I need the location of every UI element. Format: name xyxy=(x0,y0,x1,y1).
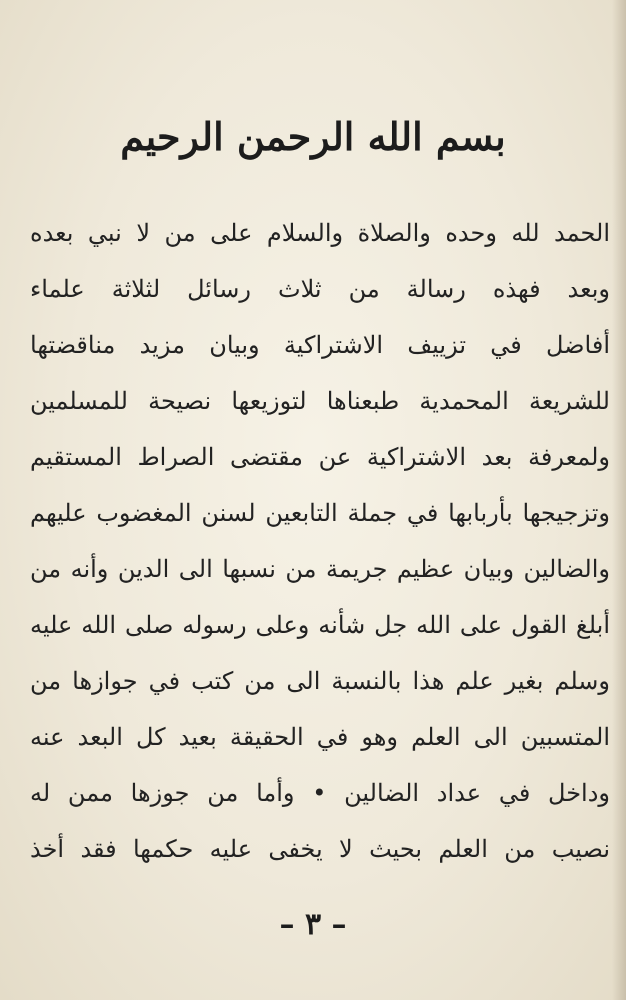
text-line: وتزجيجها بأربابها في جملة التابعين لسنن المغضوب عليهم xyxy=(30,499,610,527)
page-number: – ٣ – xyxy=(279,907,347,942)
text-line: أبلغ القول على الله جل شأنه وعلى رسوله صلى الله عليه xyxy=(30,611,610,639)
text-line: المتسبين الى العلم وهو في الحقيقة بعيد كل البعد عنه xyxy=(30,723,610,751)
text-line: وداخل في عداد الضالين • وأما من جوزها ممن له xyxy=(30,779,610,807)
text-line: أفاضل في تزييف الاشتراكية وبيان مزيد مناقضتها xyxy=(30,331,610,359)
text-line: الحمد لله وحده والصلاة والسلام على من لا نبي بعده xyxy=(30,219,610,247)
text-line: نصيب من العلم بحيث لا يخفى عليه حكمها فقد أخذ xyxy=(30,835,610,863)
text-line: للشريعة المحمدية طبعناها لتوزيعها نصيحة للمسلمين xyxy=(30,387,610,415)
text-line: وبعد فهذه رسالة من ثلاث رسائل لثلاثة علماء xyxy=(30,275,610,303)
text-line: ولمعرفة بعد الاشتراكية عن مقتضى الصراط المستقيم xyxy=(30,443,610,471)
text-line: وسلم بغير علم هذا بالنسبة الى من كتب في جوازها من xyxy=(30,667,610,695)
page-title: بسم الله الرحمن الرحيم xyxy=(120,114,506,159)
text-line: والضالين وبيان عظيم جريمة من نسبها الى الدين وأنه من xyxy=(30,555,610,583)
body-text xyxy=(30,205,610,885)
